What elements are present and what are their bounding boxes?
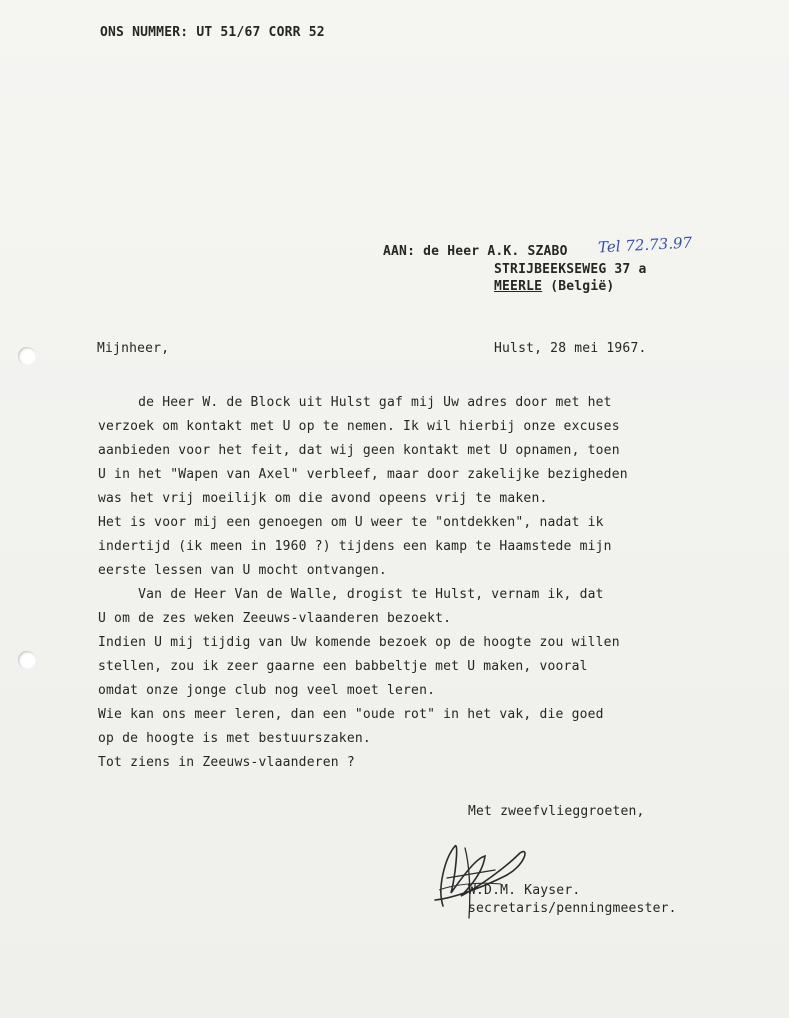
recipient-city: MEERLE	[494, 279, 543, 294]
body-line: Indien U mij tijdig van Uw komende bezoek op de hoogte zou willen	[98, 635, 620, 650]
recipient-street: STRIJBEEKSEWEG 37 a	[494, 262, 647, 277]
reference-number: ONS NUMMER: UT 51/67 CORR 52	[100, 25, 325, 40]
letter-body	[98, 391, 698, 775]
recipient-country: (België)	[550, 279, 615, 294]
punch-hole-bottom	[18, 651, 36, 669]
body-line: Het is voor mij een genoegen om U weer te "ontdekken", nadat ik	[98, 515, 604, 530]
body-line: stellen, zou ik zeer gaarne een babbeltje met U maken, vooral	[98, 659, 588, 674]
body-line: omdat onze jonge club nog veel moet leren.	[98, 683, 436, 698]
body-line: indertijd (ik meen in 1960 ?) tijdens een kamp te Haamstede mijn	[98, 539, 612, 554]
closing-greeting: Met zweefvlieggroeten,	[468, 804, 645, 819]
body-line: Wie kan ons meer leren, dan een "oude rot" in het vak, die goed	[98, 707, 604, 722]
body-line: aanbieden voor het feit, dat wij geen kontakt met U opnamen, toen	[98, 443, 620, 458]
body-line: de Heer W. de Block uit Hulst gaf mij Uw adres door met het	[98, 395, 612, 410]
body-line: op de hoogte is met bestuurszaken.	[98, 731, 371, 746]
body-line: Tot ziens in Zeeuws-vlaanderen ?	[98, 755, 355, 770]
body-line: verzoek om kontakt met U op te nemen. Ik wil hierbij onze excuses	[98, 419, 620, 434]
body-line: U in het "Wapen van Axel" verbleef, maar door zakelijke bezigheden	[98, 467, 628, 482]
salutation: Mijnheer,	[97, 341, 170, 356]
signer-name: W.D.M. Kayser.	[468, 883, 581, 898]
recipient-name: AAN: de Heer A.K. SZABO	[383, 244, 568, 259]
recipient-city-line	[494, 275, 614, 299]
body-line: eerste lessen van U mocht ontvangen.	[98, 563, 387, 578]
body-line: was het vrij moeilijk om die avond opeens vrij te maken.	[98, 491, 548, 506]
letter-date: Hulst, 28 mei 1967.	[494, 341, 647, 356]
body-line: Van de Heer Van de Walle, drogist te Hulst, vernam ik, dat	[98, 587, 604, 602]
punch-hole-top	[18, 347, 36, 365]
body-line: U om de zes weken Zeeuws-vlaanderen bezoekt.	[98, 611, 452, 626]
handwritten-telephone-note: Tel 72.73.97	[597, 233, 693, 257]
signer-role: secretaris/penningmeester.	[468, 901, 677, 916]
